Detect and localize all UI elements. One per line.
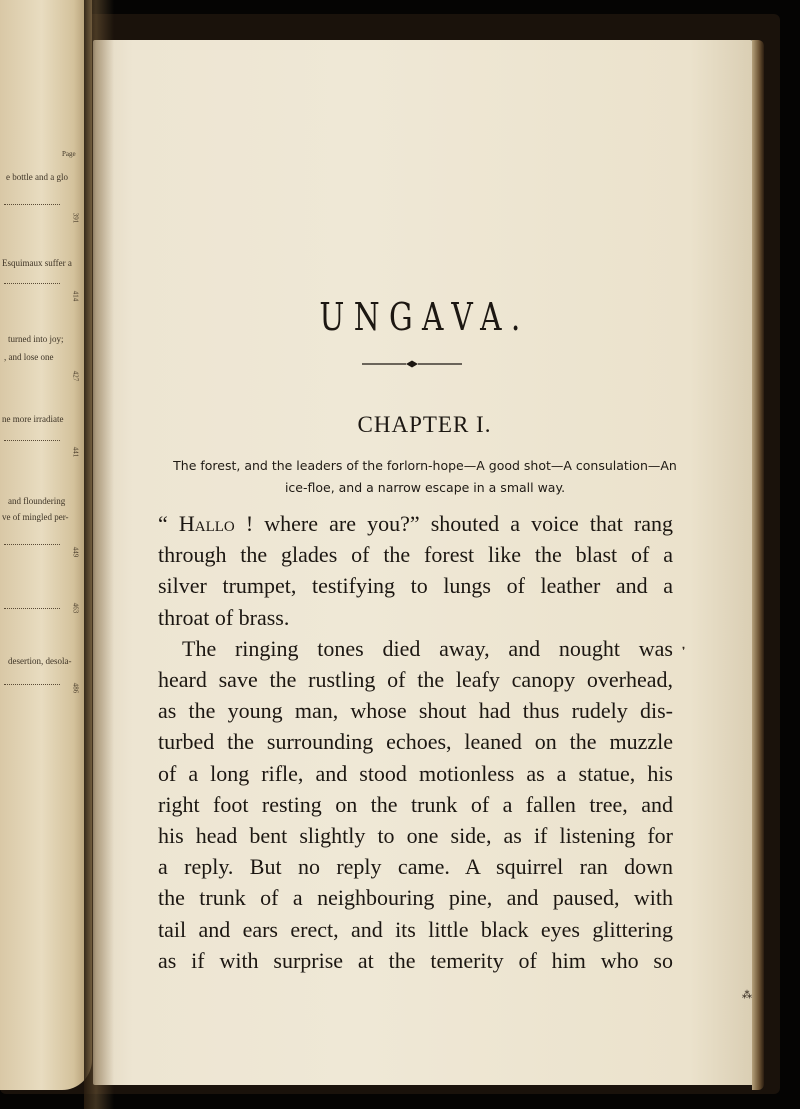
left-page-fragment: turned into joy;	[8, 334, 64, 344]
body-line: tail and ears erect, and its little black eyes glittering	[158, 916, 673, 942]
body-line: through the glades of the forest like the blast of a	[158, 542, 673, 568]
left-page-fragment: ve of mingled per-	[2, 512, 69, 522]
body-line: throat of brass.	[158, 604, 290, 630]
opening-word: Hallo	[178, 511, 235, 536]
body-line: as if with surprise at the temerity of him who so	[158, 947, 673, 973]
body-line: turbed the surrounding echoes, leaned on the muzzle	[158, 729, 673, 755]
leader-dots	[4, 684, 60, 685]
page-number: 486	[71, 682, 80, 694]
left-page	[0, 0, 92, 1090]
left-page-fragment: Esquimaux suffer a	[2, 258, 72, 268]
left-page-fragment: desertion, desola-	[8, 656, 72, 666]
leader-dots	[4, 283, 60, 284]
leader-dots	[4, 204, 60, 205]
page-number: 463	[71, 602, 80, 614]
chapter-summary-line: ice-floe, and a narrow escape in a small way.	[284, 480, 566, 495]
chapter-body	[158, 508, 673, 976]
page-number: 441	[71, 446, 80, 458]
chapter-summary	[160, 455, 690, 499]
chapter-heading: CHAPTER I.	[357, 412, 492, 437]
body-line-text: ! where are you?” shouted a voice that rang	[234, 511, 674, 536]
body-line: his head bent slightly to one side, as if listening for	[158, 823, 673, 849]
leader-dots	[4, 440, 60, 441]
left-page-fragment: Page	[62, 150, 76, 158]
page-edge	[752, 40, 764, 1090]
page-number: 414	[71, 290, 80, 302]
body-line: silver trumpet, testifying to lungs of leather and a	[158, 573, 673, 599]
body-line: right foot resting on the trunk of a fallen tree, and	[158, 791, 673, 817]
body-line: of a long rifle, and stood motionless as a statue, his	[158, 760, 673, 786]
body-line	[158, 508, 673, 539]
body-line: as the young man, whose shout had thus rudely dis-	[158, 698, 673, 724]
page-number: 391	[71, 212, 80, 224]
leader-dots	[4, 544, 60, 545]
chapter-summary-line: The forest, and the leaders of the forlorn-hope—A good shot—A consulation—An	[173, 458, 677, 473]
leader-dots	[4, 608, 60, 609]
body-line: the trunk of a neighbouring pine, and paused, with	[158, 885, 673, 911]
book-gutter	[84, 0, 114, 1109]
ink-speck: ❜	[682, 646, 686, 657]
body-line: heard save the rustling of the leafy canopy overhead,	[158, 667, 673, 693]
opening-quote: “	[158, 511, 179, 536]
ink-speck: ⁂	[742, 990, 752, 1001]
page-number: 427	[71, 370, 80, 382]
left-page-fragment: , and lose one	[4, 352, 54, 362]
left-page-fragment: ne more irradiate	[2, 414, 64, 424]
page-number: 449	[71, 546, 80, 558]
book-title: UNGAVA.	[319, 295, 530, 340]
left-page-fragment: and floundering	[8, 496, 66, 506]
left-page-fragment: e bottle and a glo	[6, 172, 68, 182]
ornament-rule	[362, 359, 462, 369]
body-line: a reply. But no reply came. A squirrel ran down	[158, 854, 673, 880]
body-line: The ringing tones died away, and nought was	[182, 635, 673, 661]
